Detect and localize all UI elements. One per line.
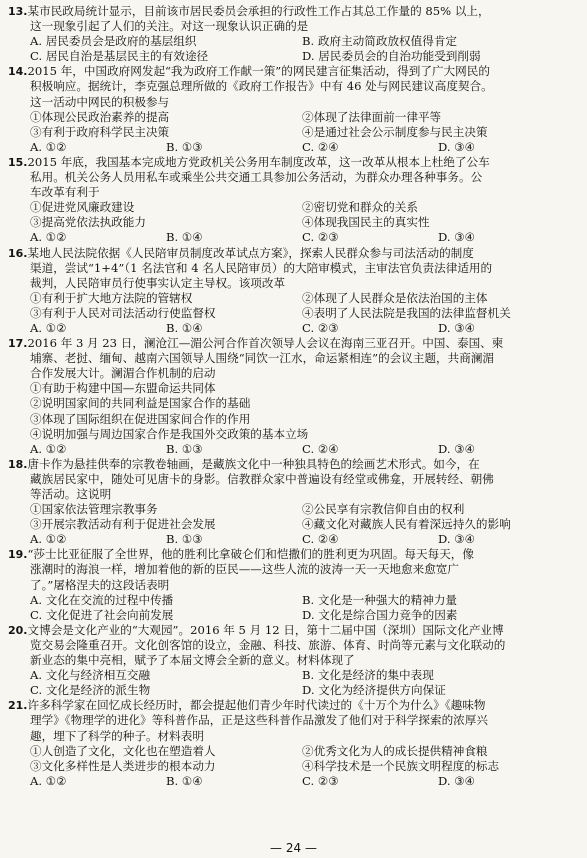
statement-3: ③文化多样性是人类进步的根本动力	[30, 758, 216, 773]
option-b: B. 文化是经济的集中表现	[302, 668, 434, 683]
question-stem-line: 合作发展大计。澜湄合作机制的启动	[30, 366, 216, 381]
statement-items	[8, 502, 575, 532]
question-stem-line: 车改革有利于	[30, 185, 100, 200]
option-c: C. 文化促进了社会向前发展	[30, 607, 174, 622]
question-stem-line: 这一现象引起了人们的关注。对这一现象认识正确的是	[30, 19, 309, 34]
statement-2: ②体现了法律面前一律平等	[302, 109, 442, 124]
option-d: D. 居民委员会的自治功能受到削弱	[302, 49, 481, 64]
option-d: D. ③④	[438, 773, 476, 788]
question-number: 16.	[8, 246, 28, 260]
option-a: A. 文化与经济相互交融	[30, 668, 151, 683]
statement-items	[8, 744, 575, 774]
answer-options	[8, 668, 575, 698]
option-a: A. ①②	[30, 532, 67, 547]
answer-options	[8, 532, 575, 547]
question-stem: 20.文博会是文化产业的“大观园”。2016 年 5 月 12 日，第十二届中国（深圳）国际文化产业博	[8, 622, 504, 637]
question-20	[8, 623, 575, 698]
question-stem-line: 新业态的集中亮相，赋予了本届文博会全新的意义。材料体现了	[30, 653, 355, 668]
question-stem-line: 裁判，人民陪审员行使事实认定主导权。该项改革	[30, 275, 286, 290]
option-a: A. 居民委员会是政府的基层组织	[30, 34, 197, 49]
page-number: — 24 —	[270, 840, 317, 855]
option-a: A. ①②	[30, 320, 67, 335]
option-c: C. ②④	[302, 441, 339, 456]
statement-4: ④藏文化对藏族人民有着深远持久的影响	[302, 517, 511, 532]
statement-items	[8, 291, 575, 321]
question-number: 20.	[8, 623, 28, 637]
question-number: 13.	[8, 5, 28, 18]
statement-3: ③提高党依法执政能力	[30, 215, 146, 230]
question-number: 14.	[8, 65, 28, 79]
question-stem-line: 趣，埋下了科学的种子。材料表明	[30, 728, 204, 743]
question-14	[8, 64, 575, 155]
option-b: B. ①④	[166, 320, 203, 335]
question-15	[8, 155, 575, 246]
statement-1: ①有助于构建中国—东盟命运共同体	[30, 381, 216, 396]
question-stem: 21.许多科学家在回忆成长经历时，都会提起他们青少年时代读过的《十万个为什么》《趣味物	[8, 698, 486, 713]
statement-2: ②密切党和群众的关系	[302, 200, 418, 215]
question-stem-line: 了。”屠格涅夫的这段话表明	[30, 577, 170, 592]
option-b: B. ①④	[166, 230, 203, 245]
question-stem-line: 私用。机关公务人员用私车或乘坐公共交通工具参加公务活动，为群众办理各种事务。公	[30, 170, 483, 185]
statement-1: ①人创造了文化，文化也在塑造着人	[30, 743, 216, 758]
question-stem: 16.某地人民法院依据《人民陪审员制度改革试点方案》，探索人民群众参与司法活动的制度	[8, 245, 474, 260]
option-a: A. ①②	[30, 230, 67, 245]
question-stem-line: 这一活动中网民的积极参与	[30, 94, 170, 109]
question-stem: 19.“莎士比亚征服了全世界，他的胜利比拿破仑们和恺撒们的胜利更为巩固。每天每天，像	[8, 547, 474, 562]
option-b: B. 文化是一种强大的精神力量	[302, 592, 458, 607]
statement-1: ①促进党风廉政建设	[30, 200, 135, 215]
answer-options	[8, 34, 575, 64]
question-number: 18.	[8, 457, 28, 471]
statement-3: ③有利于人民对司法活动行使监督权	[30, 305, 216, 320]
answer-options	[8, 321, 575, 336]
option-a: A. ①②	[30, 441, 67, 456]
statement-3: ③开展宗教活动有利于促进社会发展	[30, 517, 216, 532]
option-b: B. ①③	[166, 139, 203, 154]
statement-2: ②公民享有宗教信仰自由的权利	[302, 502, 465, 517]
statement-3: ③体现了国际组织在促进国家间合作的作用	[30, 411, 251, 426]
statement-2: ②优秀文化为人的成长提供精神食粮	[302, 743, 488, 758]
statement-items	[8, 200, 575, 230]
question-13	[8, 4, 575, 64]
statement-1: ①体现公民政治素养的提高	[30, 109, 170, 124]
answer-options	[8, 593, 575, 623]
option-c: C. ②④	[302, 139, 339, 154]
question-16	[8, 246, 575, 337]
question-stem-line: 藏族居民家中，随处可见唐卡的身影。信教群众家中普遍设有经堂或佛龛，开展转经、朝佛	[30, 471, 494, 486]
question-stem-line: 渠道，尝试“1+4”（1 名法官和 4 名人民陪审员）的大陪审模式，主审法官负责法律适用的	[30, 260, 493, 275]
option-c: C. ②④	[302, 532, 339, 547]
statement-2: ②说明国家间的共同利益是国家合作的基础	[30, 396, 251, 411]
answer-options	[8, 442, 575, 457]
question-17	[8, 336, 575, 457]
question-stem: 17.2016 年 3 月 23 日，澜沧江—湄公河合作首次领导人会议在海南三亚召开。中国、泰国、柬	[8, 336, 504, 351]
statement-4: ④是通过社会公示制度参与民主决策	[302, 124, 488, 139]
statement-1: ①有利于扩大地方法院的管辖权	[30, 290, 193, 305]
option-b: B. ①③	[166, 441, 203, 456]
question-stem-line: 积极响应。据统计，李克强总理所做的《政府工作报告》中有 46 处与网民建议高度契合。	[30, 79, 493, 94]
answer-options	[8, 140, 575, 155]
statement-1: ①国家依法管理宗教事务	[30, 502, 158, 517]
option-c: C. ②③	[302, 320, 339, 335]
option-c: C. ②③	[302, 773, 339, 788]
option-c: C. ②③	[302, 230, 339, 245]
option-a: A. ①②	[30, 773, 67, 788]
option-d: D. ③④	[438, 230, 476, 245]
option-d: D. ③④	[438, 532, 476, 547]
question-number: 19.	[8, 548, 28, 562]
question-19	[8, 547, 575, 622]
question-stem-line: 览交易会隆重召开。文化创客馆的设立，金融、科技、旅游、体育、时尚等元素与文化联动的	[30, 637, 506, 652]
option-d: D. 文化是综合国力竞争的因素	[302, 607, 458, 622]
option-a: A. ①②	[30, 139, 67, 154]
statement-items	[8, 110, 575, 140]
option-c: C. 文化是经济的派生物	[30, 683, 151, 698]
question-stem: 14.2015 年，中国政府网发起“我为政府工作献一策”的网民建言征集活动，得到了广大网民的	[8, 64, 490, 79]
option-a: A. 文化在交流的过程中传播	[30, 592, 174, 607]
answer-options	[8, 230, 575, 245]
option-d: D. 文化为经济提供方向保证	[302, 683, 446, 698]
statement-4: ④表明了人民法院是我国的法律监督机关	[302, 305, 511, 320]
option-c: C. 居民自治是基层民主的有效途径	[30, 49, 209, 64]
question-18	[8, 457, 575, 548]
statement-2: ②体现了人民群众是依法治国的主体	[302, 290, 488, 305]
option-b: B. 政府主动简政放权值得肯定	[302, 34, 458, 49]
question-stem-line: 涨潮时的海浪一样，增加着他的新的臣民——这些人流的波涛一天一天地愈来愈宽广	[30, 562, 459, 577]
question-stem-line: 埔寨、老挝、缅甸、越南六国领导人围绕“同饮一江水，命运紧相连”的会议主题，共商澜湄	[30, 351, 495, 366]
question-stem: 18.唐卡作为悬挂供奉的宗教卷轴画，是藏族文化中一种独具特色的绘画艺术形式。如今，在	[8, 456, 480, 471]
statement-4: ④科学技术是一个民族文明程度的标志	[302, 758, 500, 773]
question-stem: 13.某市民政局统计显示，目前该市居民委员会承担的行政性工作占其总工作量的 85% 以上，	[8, 4, 490, 18]
option-b: B. ①③	[166, 532, 203, 547]
question-21	[8, 698, 575, 789]
answer-options	[8, 774, 575, 789]
question-number: 21.	[8, 699, 28, 713]
question-number: 17.	[8, 337, 28, 351]
option-d: D. ③④	[438, 441, 476, 456]
statement-4: ④体现我国民主的真实性	[302, 215, 430, 230]
option-d: D. ③④	[438, 139, 476, 154]
question-stem-line: 理学》《物理学的进化》等科普作品，正是这些科普作品激发了他们对于科学探索的浓厚兴	[30, 713, 488, 728]
question-stem-line: 等活动。这说明	[30, 487, 112, 501]
statement-4: ④说明加强与周边国家合作是我国外交政策的基本立场	[30, 426, 309, 441]
question-stem: 15.2015 年底，我国基本完成地方党政机关公务用车制度改革，这一改革从根本上杜绝了公车	[8, 154, 490, 169]
option-b: B. ①④	[166, 773, 203, 788]
question-number: 15.	[8, 155, 28, 169]
statement-3: ③有利于政府科学民主决策	[30, 124, 170, 139]
option-d: D. ③④	[438, 320, 476, 335]
